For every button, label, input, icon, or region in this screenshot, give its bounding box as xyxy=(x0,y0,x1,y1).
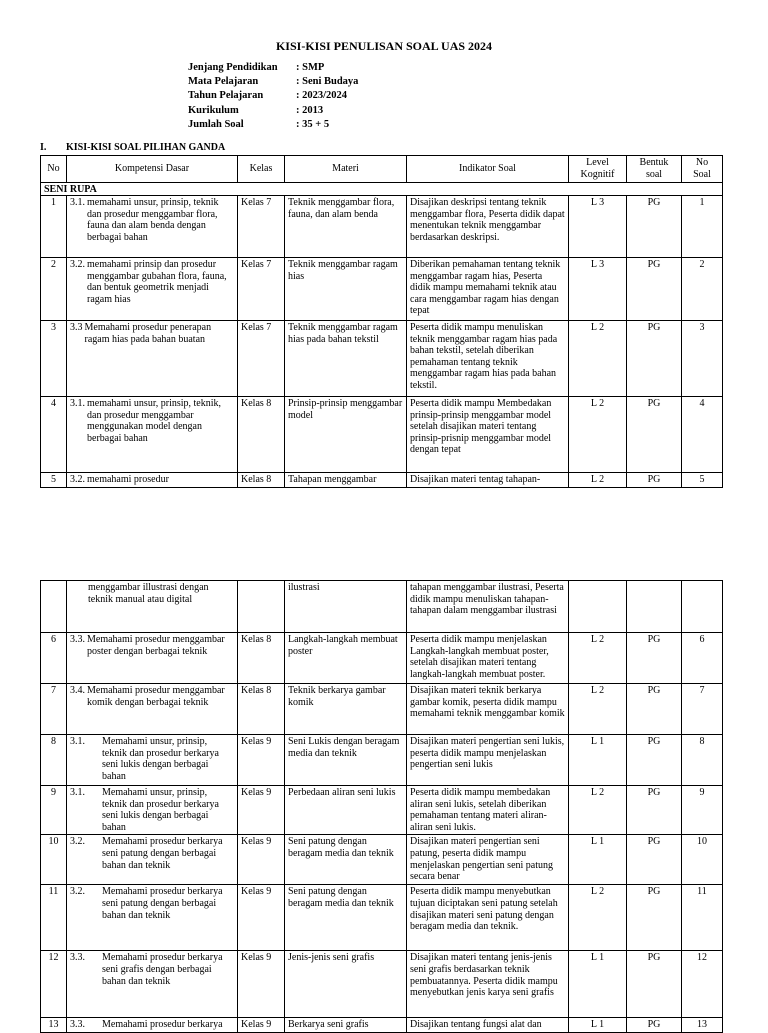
kd-number: 3.1. xyxy=(70,197,85,208)
cell-kompetensi xyxy=(67,684,238,735)
table-row xyxy=(41,581,723,633)
kd-text: Memahami prosedur penerapan ragam hias pada bahan buatan xyxy=(84,322,212,345)
kd-text: memahami unsur, prinsip, teknik dan prosedur menggambar flora, fauna dan alam benda dengan berbagai bahan xyxy=(87,197,219,243)
cell-bentuk: PG xyxy=(627,735,682,786)
cell-no-soal: 6 xyxy=(682,633,723,684)
cell-kelas: Kelas 9 xyxy=(238,951,285,1018)
cell-no-soal: 12 xyxy=(682,951,723,1018)
cell-kelas: Kelas 7 xyxy=(238,321,285,397)
header-level: Level Kognitif xyxy=(569,156,627,183)
cell-no-soal: 3 xyxy=(682,321,723,397)
cell-no: 5 xyxy=(41,473,67,488)
cell-level: L 3 xyxy=(569,258,627,321)
cell-no: 11 xyxy=(41,885,67,951)
cell-materi: Berkarya seni grafis xyxy=(285,1018,407,1033)
kd-number: 3.4. xyxy=(70,685,85,696)
table-row xyxy=(41,258,723,321)
cell-no: 13 xyxy=(41,1018,67,1033)
cell-indikator: Peserta didik mampu menuliskan teknik menggambar ragam hias pada bahan tekstil, setelah diberikan pemahaman tentang teknik menggambar ragam hias pada bahan tekstil. xyxy=(407,321,569,397)
table-row xyxy=(41,473,723,488)
kd-number: 3.1. xyxy=(70,787,85,798)
cell-kompetensi xyxy=(67,885,238,951)
cell-indikator: tahapan menggambar ilustrasi, Peserta didik mampu menuliskan tahapan-tahapan dalam menggambar ilustrasi xyxy=(407,581,569,633)
table-row xyxy=(41,684,723,735)
cell-kelas: Kelas 9 xyxy=(238,786,285,835)
cell-no: 6 xyxy=(41,633,67,684)
header-no-soal: No Soal xyxy=(682,156,723,183)
header-no: No xyxy=(41,156,67,183)
cell-no-soal: 7 xyxy=(682,684,723,735)
cell-materi: Langkah-langkah membuat poster xyxy=(285,633,407,684)
cell-kelas: Kelas 9 xyxy=(238,885,285,951)
cell-no-soal: 5 xyxy=(682,473,723,488)
cell-level: L 2 xyxy=(569,473,627,488)
header-kompetensi: Kompetensi Dasar xyxy=(67,156,238,183)
cell-no: 8 xyxy=(41,735,67,786)
cell-kompetensi xyxy=(67,951,238,1018)
table-row xyxy=(41,633,723,684)
kd-text: Memahami prosedur berkarya xyxy=(102,1019,223,1031)
cell-level: L 2 xyxy=(569,397,627,473)
cell-indikator: Disajikan tentang fungsi alat dan xyxy=(407,1018,569,1033)
cell-bentuk: PG xyxy=(627,196,682,258)
cell-no: 9 xyxy=(41,786,67,835)
cell-materi: Seni Lukis dengan beragam media dan teknik xyxy=(285,735,407,786)
cell-kompetensi xyxy=(67,1018,238,1033)
cell-indikator: Disajikan materi tentang jenis-jenis seni grafis berdasarkan teknik pembuatannya. Peserta didik mampu menyebutkan jenis karya seni grafis xyxy=(407,951,569,1018)
cell-materi: ilustrasi xyxy=(285,581,407,633)
cell-level: L 2 xyxy=(569,321,627,397)
kd-number: 3.2. xyxy=(70,886,85,898)
cell-indikator: Peserta didik mampu membedakan aliran seni lukis, setelah diberikan pemahaman tentang materi aliran-aliran seni lukis. xyxy=(407,786,569,835)
cell-no: 3 xyxy=(41,321,67,397)
section-heading: I. KISI-KISI SOAL PILIHAN GANDA xyxy=(40,142,226,153)
cell-no: 10 xyxy=(41,835,67,885)
kd-number: 3.3. xyxy=(70,634,85,645)
table-row xyxy=(41,951,723,1018)
info-kurikulum: Kurikulum : 2013 xyxy=(188,104,324,116)
kd-text: Memahami unsur, prinsip, teknik dan prosedur berkarya seni lukis dengan berbagai bahan xyxy=(102,787,219,833)
cell-materi: Teknik menggambar ragam hias xyxy=(285,258,407,321)
kisi-kisi-table-page-1 xyxy=(40,155,723,488)
cell-kompetensi xyxy=(67,397,238,473)
kd-text: memahami prinsip dan prosedur menggambar gubahan flora, fauna, dan bentuk geometrik menjadi ragam hias xyxy=(87,259,227,305)
table-row xyxy=(41,885,723,951)
cell-bentuk: PG xyxy=(627,397,682,473)
cell-kompetensi xyxy=(67,633,238,684)
cell-no-soal xyxy=(682,581,723,633)
cell-bentuk: PG xyxy=(627,1018,682,1033)
cell-kompetensi xyxy=(67,321,238,397)
kd-text: Memahami unsur, prinsip, teknik dan prosedur berkarya seni lukis dengan berbagai bahan xyxy=(102,736,219,782)
cell-no-soal: 9 xyxy=(682,786,723,835)
cell-materi: Seni patung dengan beragam media dan teknik xyxy=(285,885,407,951)
cell-level: L 1 xyxy=(569,835,627,885)
cell-bentuk: PG xyxy=(627,885,682,951)
cell-no-soal: 2 xyxy=(682,258,723,321)
cell-no: 4 xyxy=(41,397,67,473)
cell-bentuk: PG xyxy=(627,684,682,735)
header-materi: Materi xyxy=(285,156,407,183)
cell-materi: Seni patung dengan beragam media dan teknik xyxy=(285,835,407,885)
kd-text: Memahami prosedur berkarya seni patung dengan berbagai bahan dan teknik xyxy=(102,836,223,871)
cell-level: L 2 xyxy=(569,786,627,835)
cell-kelas: Kelas 7 xyxy=(238,258,285,321)
header-kelas: Kelas xyxy=(238,156,285,183)
kisi-kisi-table-page-2 xyxy=(40,580,723,1033)
cell-indikator: Disajikan deskripsi tentang teknik menggambar flora, Peserta didik dapat menentukan teknik menggambar berdasarkan deskripsi. xyxy=(407,196,569,258)
cell-materi: Teknik menggambar ragam hias pada bahan tekstil xyxy=(285,321,407,397)
kd-number: 3.2. xyxy=(70,836,85,848)
cell-bentuk: PG xyxy=(627,786,682,835)
cell-kelas: Kelas 9 xyxy=(238,735,285,786)
cell-no: 2 xyxy=(41,258,67,321)
cell-level: L 1 xyxy=(569,735,627,786)
cell-materi: Tahapan menggambar xyxy=(285,473,407,488)
cell-kompetensi xyxy=(67,196,238,258)
kd-number: 3.3. xyxy=(70,1019,85,1031)
cell-no-soal: 10 xyxy=(682,835,723,885)
cell-no: 7 xyxy=(41,684,67,735)
header-indikator: Indikator Soal xyxy=(407,156,569,183)
cell-kelas: Kelas 8 xyxy=(238,684,285,735)
cell-materi: Teknik menggambar flora, fauna, dan alam benda xyxy=(285,196,407,258)
cell-level: L 1 xyxy=(569,1018,627,1033)
cell-kompetensi xyxy=(67,581,238,633)
cell-materi: Perbedaan aliran seni lukis xyxy=(285,786,407,835)
cell-no xyxy=(41,581,67,633)
table-row xyxy=(41,1018,723,1033)
cell-no-soal: 13 xyxy=(682,1018,723,1033)
header-bentuk: Bentuk soal xyxy=(627,156,682,183)
cell-no-soal: 1 xyxy=(682,196,723,258)
kd-text: menggambar illustrasi dengan teknik manual atau digital xyxy=(88,582,209,605)
cell-no: 12 xyxy=(41,951,67,1018)
cell-kompetensi xyxy=(67,735,238,786)
kd-text: memahami prosedur xyxy=(87,474,169,485)
kd-number: 3.3. xyxy=(70,952,85,964)
cell-indikator: Peserta didik mampu menyebutkan tujuan diciptakan seni patung setelah disajikan materi seni patung dengan beragam media dan teknik. xyxy=(407,885,569,951)
table-row xyxy=(41,397,723,473)
info-tahun: Tahun Pelajaran : 2023/2024 xyxy=(188,90,348,102)
cell-kelas: Kelas 7 xyxy=(238,196,285,258)
cell-kompetensi xyxy=(67,786,238,835)
kd-number: 3.2. xyxy=(70,259,85,270)
cell-bentuk: PG xyxy=(627,951,682,1018)
group-label: SENI RUPA xyxy=(41,183,723,196)
kd-number: 3.1. xyxy=(70,398,85,409)
table-row xyxy=(41,786,723,835)
cell-bentuk: PG xyxy=(627,258,682,321)
cell-indikator: Peserta didik mampu Membedakan prinsip-prinsip menggambar model setelah disajikan materi tentang prinsip-prisnip menggambar model dengan tepat xyxy=(407,397,569,473)
cell-kelas: Kelas 9 xyxy=(238,1018,285,1033)
cell-kompetensi xyxy=(67,835,238,885)
cell-kelas: Kelas 8 xyxy=(238,397,285,473)
cell-level: L 1 xyxy=(569,951,627,1018)
cell-kelas xyxy=(238,581,285,633)
cell-level: L 2 xyxy=(569,684,627,735)
info-mapel: Mata Pelajaran : Seni Budaya xyxy=(188,76,359,88)
cell-indikator: Disajikan materi tentag tahapan- xyxy=(407,473,569,488)
table-header-row xyxy=(41,156,723,183)
cell-kelas: Kelas 8 xyxy=(238,473,285,488)
kd-number: 3.3 xyxy=(70,322,83,333)
info-jumlah-soal: Jumlah Soal : 35 + 5 xyxy=(188,118,330,130)
cell-kompetensi xyxy=(67,473,238,488)
cell-materi: Teknik berkarya gambar komik xyxy=(285,684,407,735)
kd-text: Memahami prosedur berkarya seni patung dengan berbagai bahan dan teknik xyxy=(102,886,223,921)
document-title: KISI-KISI PENULISAN SOAL UAS 2024 xyxy=(275,39,493,53)
cell-indikator: Disajikan materi pengertian seni patung, peserta didik mampu menjelaskan pengertian seni patung secara benar xyxy=(407,835,569,885)
cell-indikator: Disajikan materi teknik berkarya gambar komik, peserta didik mampu memahami teknik menggambar komik xyxy=(407,684,569,735)
cell-materi: Jenis-jenis seni grafis xyxy=(285,951,407,1018)
kd-text: Memahami prosedur menggambar poster dengan berbagai teknik xyxy=(87,634,225,657)
cell-level: L 2 xyxy=(569,633,627,684)
cell-level: L 3 xyxy=(569,196,627,258)
kd-text: Memahami prosedur berkarya seni grafis dengan berbagai bahan dan teknik xyxy=(102,952,223,987)
cell-no-soal: 8 xyxy=(682,735,723,786)
cell-kelas: Kelas 9 xyxy=(238,835,285,885)
table-row xyxy=(41,835,723,885)
table-row xyxy=(41,321,723,397)
cell-indikator: Peserta didik mampu menjelaskan Langkah-langkah membuat poster, setelah disajikan materi tentang langkah-langkah membuat poster. xyxy=(407,633,569,684)
document-info xyxy=(188,61,358,132)
table-row xyxy=(41,735,723,786)
kd-number: 3.1. xyxy=(70,736,85,747)
cell-kompetensi xyxy=(67,258,238,321)
cell-bentuk: PG xyxy=(627,835,682,885)
cell-no-soal: 4 xyxy=(682,397,723,473)
kd-text: memahami unsur, prinsip, teknik, dan prosedur menggambar menggunakan model dengan berbagai bahan xyxy=(87,398,222,444)
cell-indikator: Diberikan pemahaman tentang teknik menggambar ragam hias, Peserta didik mampu memahami teknik atau cara menggambar ragam hias dengan tepat xyxy=(407,258,569,321)
cell-materi: Prinsip-prinsip menggambar model xyxy=(285,397,407,473)
cell-bentuk: PG xyxy=(627,633,682,684)
cell-bentuk: PG xyxy=(627,473,682,488)
cell-level xyxy=(569,581,627,633)
cell-bentuk xyxy=(627,581,682,633)
table-row xyxy=(41,196,723,258)
kd-text: Memahami prosedur menggambar komik dengan berbagai teknik xyxy=(87,685,225,708)
cell-level: L 2 xyxy=(569,885,627,951)
cell-no: 1 xyxy=(41,196,67,258)
info-jenjang: Jenjang Pendidikan : SMP xyxy=(188,62,325,73)
cell-indikator: Disajikan materi pengertian seni lukis, peserta didik mampu menjelaskan pengertian seni lukis xyxy=(407,735,569,786)
cell-kelas: Kelas 8 xyxy=(238,633,285,684)
kd-number: 3.2. xyxy=(70,474,85,485)
group-row xyxy=(41,183,723,196)
cell-bentuk: PG xyxy=(627,321,682,397)
cell-no-soal: 11 xyxy=(682,885,723,951)
